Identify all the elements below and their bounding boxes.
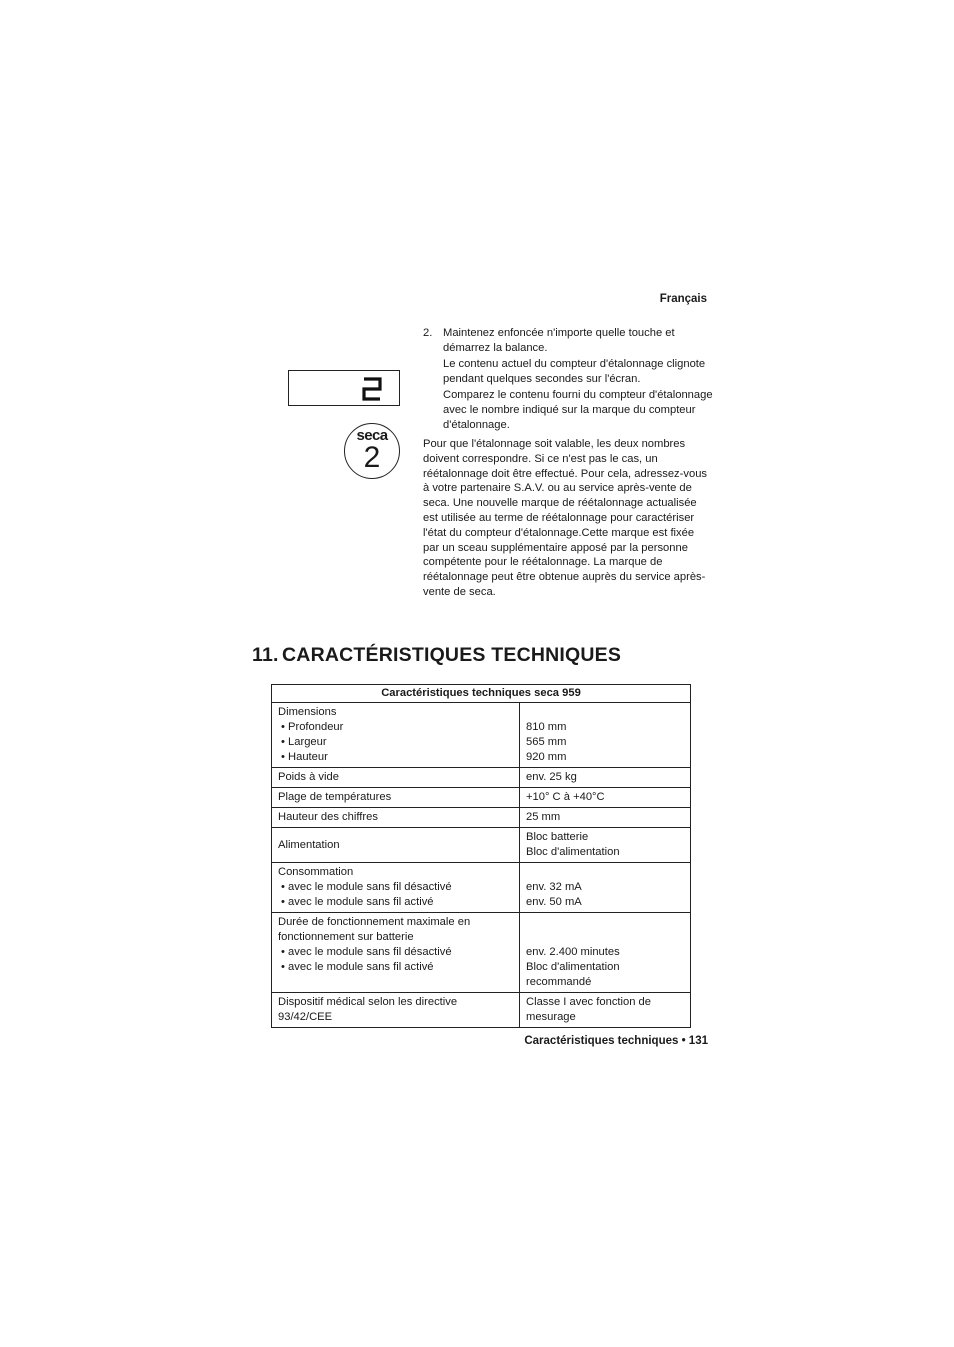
language-label: Français [659,293,707,305]
row-value: 25 mm [520,808,691,828]
row-value-cell [520,863,691,913]
page-footer: Caractéristiques techniques • 131 [524,1035,708,1047]
table-title: Caractéristiques techniques seca 959 [272,685,691,703]
row-value-cell [520,913,691,993]
row-item: • Hauteur [281,751,328,763]
row-value: 920 mm [526,751,567,763]
row-value: env. 50 mA [526,896,582,908]
row-value: 565 mm [526,736,567,748]
table-row [272,788,691,808]
step-text: Maintenez enfoncée n'importe quelle touche et démarrez la balance. [443,327,675,354]
table-header-row [272,685,691,703]
step-text: Le contenu actuel du compteur d'étalonnage clignote pendant quelques secondes sur l'écran. [443,358,706,385]
row-value-cell [520,828,691,863]
instruction-steps [423,326,713,434]
table-row [272,863,691,913]
row-value: Bloc d'alimentation recommandé [526,961,620,988]
row-item: • avec le module sans fil désactivé [281,946,452,958]
row-value-cell [520,703,691,768]
seven-segment-digit-icon [361,376,383,402]
row-label: Durée de fonctionnement maximale en fonctionnement sur batterie [278,916,471,943]
section-number: 11. [252,644,279,666]
row-value: Bloc batterie [526,831,589,843]
row-item: • Largeur [281,736,327,748]
row-value: 810 mm [526,721,567,733]
row-value: Classe I avec fonction de mesurage [520,993,691,1028]
row-item: • Profondeur [281,721,344,733]
row-value: +10° C à +40°C [520,788,691,808]
table-row [272,828,691,863]
badge-brand: seca [356,427,388,444]
section-title: CARACTÉRISTIQUES TECHNIQUES [282,644,622,666]
row-value: env. 32 mA [526,881,582,893]
body-paragraph: Pour que l'étalonnage soit valable, les deux nombres doivent correspondre. Si ce n'est pas le cas, un réétalonnage doit être effectué. Pour cela, adressez-vous à votre partenaire S.A.V. ou au service après-vente de seca. Une nouvelle marque de réétalonnage actualisée est utilisée au terme de réétalonnage pour caractériser l'état du compteur d'étalonnage.Cette marque est fixée par un sceau supplémentaire apposé par la personne compétente pour le réétalonnage. La marque de réétalonnage peut être obtenue auprès du service après-vente de seca. [423,438,708,598]
row-label: Plage de températures [272,788,520,808]
step-number: 2. [423,327,433,339]
row-label: Poids à vide [272,768,520,788]
row-label: Alimentation [272,828,520,863]
row-item: • avec le module sans fil activé [281,896,434,908]
row-label: Dispositif médical selon les directive 93/42/CEE [272,993,520,1028]
row-label-cell [272,703,520,768]
row-label: Dimensions [278,706,337,718]
lcd-display-illustration [288,370,400,406]
row-label: Consommation [278,866,354,878]
calibration-mark-badge [344,423,400,479]
row-item: • avec le module sans fil activé [281,961,434,973]
badge-number: 2 [363,441,381,474]
row-label: Hauteur des chiffres [272,808,520,828]
step-item [423,326,713,434]
row-value: env. 25 kg [520,768,691,788]
table-row [272,808,691,828]
table-row [272,703,691,768]
row-label-cell [272,863,520,913]
row-label-cell [272,913,520,993]
table-row [272,993,691,1028]
table-row [272,768,691,788]
spec-table [271,684,691,1028]
table-row [272,913,691,993]
row-value: Bloc d'alimentation [526,846,620,858]
row-item: • avec le module sans fil désactivé [281,881,452,893]
step-text: Comparez le contenu fourni du compteur d'étalonnage avec le nombre indiqué sur la marque du compteur d'étalonnage. [443,389,713,431]
row-value: env. 2.400 minutes [526,946,620,958]
section-heading [252,644,621,667]
